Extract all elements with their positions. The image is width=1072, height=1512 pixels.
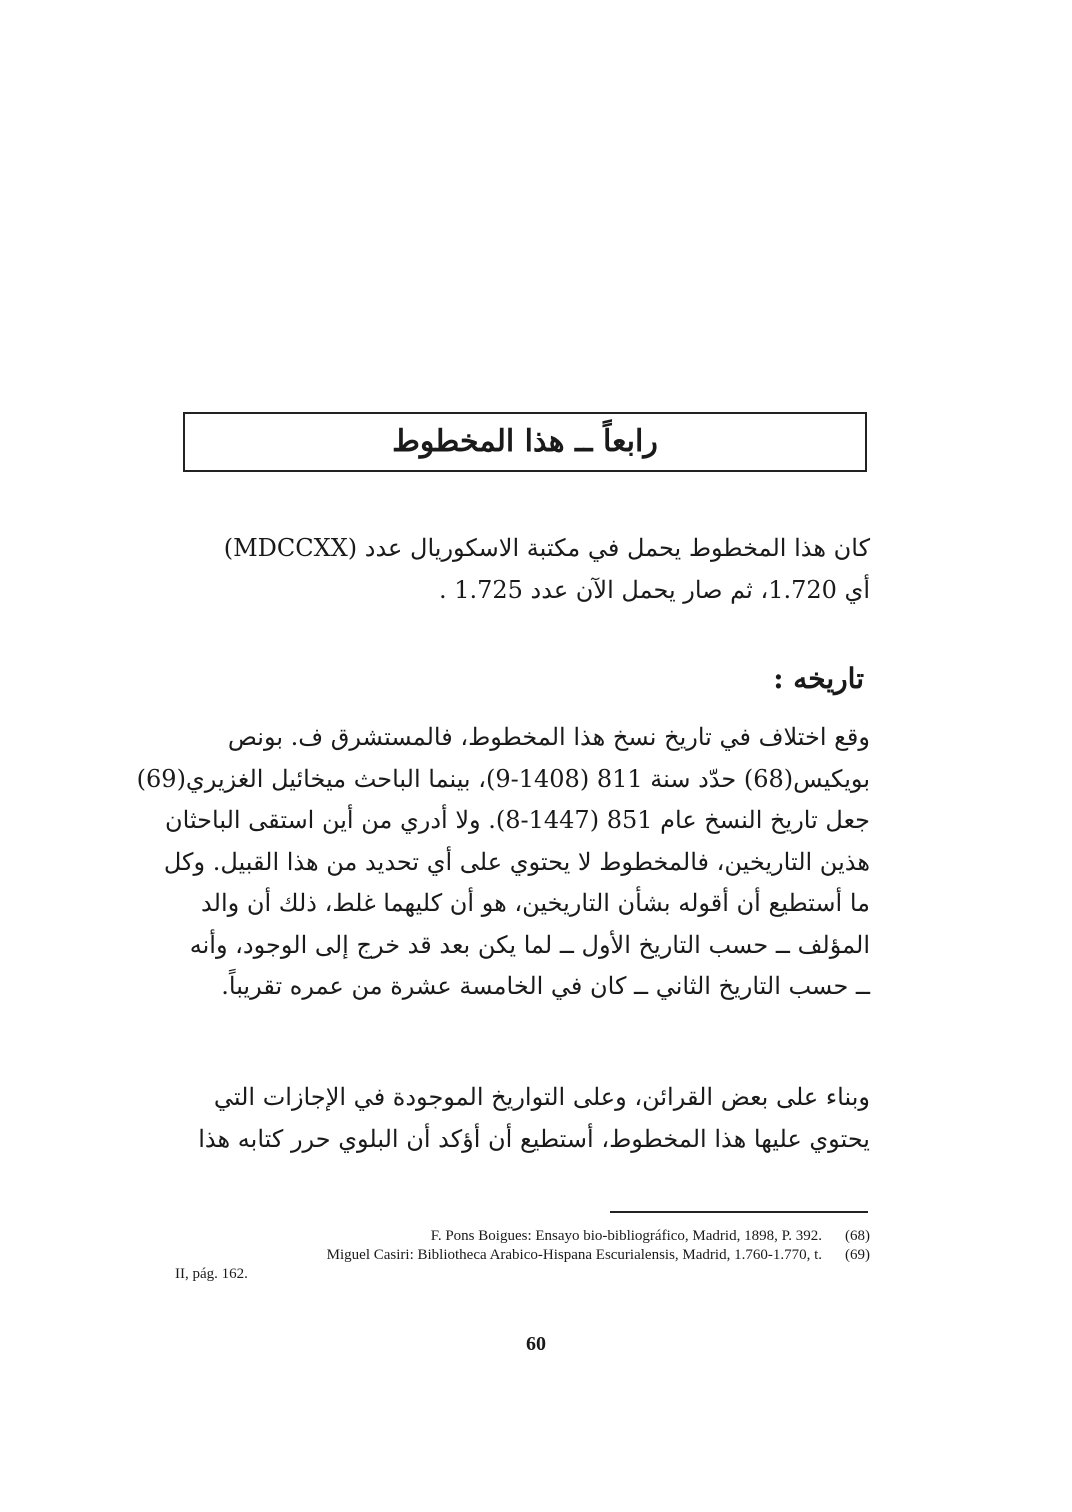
paragraph-line: ما أستطيع أن أقوله بشأن التاريخين، هو أن كليهما غلط، ذلك أن والد bbox=[201, 889, 870, 917]
footnote-text: Miguel Casiri: Bibliotheca Arabico-Hispana Escurialensis, Madrid, 1.760-1.770, t. bbox=[326, 1247, 822, 1263]
section-heading-box bbox=[183, 412, 867, 472]
paragraph-line: كان هذا المخطوط يحمل في مكتبة الاسكوريال عدد (MDCCXX) bbox=[223, 534, 870, 562]
footnotes bbox=[175, 1227, 870, 1284]
paragraph-line: يحتوي عليها هذا المخطوط، أستطيع أن أؤكد أن البلوي حرر كتابه هذا bbox=[198, 1124, 870, 1153]
footnote-68 bbox=[175, 1227, 870, 1246]
paragraph-line: المؤلف ــ حسب التاريخ الأول ــ لما يكن بعد قد خرج إلى الوجود، وأنه bbox=[189, 930, 870, 959]
subheading-history: تاريخه : bbox=[773, 662, 864, 695]
paragraph-manuscript-number bbox=[176, 528, 870, 611]
footnote-number: (68) bbox=[845, 1228, 870, 1244]
section-title: رابعاً ــ هذا المخطوط bbox=[392, 424, 658, 459]
paragraph-line: جعل تاريخ النسخ عام 851 (1447-8). ولا أدري من أين استقى الباحثان bbox=[165, 806, 870, 834]
footnote-divider bbox=[610, 1211, 868, 1213]
paragraph-line: ــ حسب التاريخ الثاني ــ كان في الخامسة عشرة من عمره تقريباً. bbox=[221, 972, 870, 1000]
paragraph-line: وبناء على بعض القرائن، وعلى التواريخ الموجودة في الإجازات التي bbox=[213, 1083, 870, 1111]
page-number: 60 bbox=[526, 1333, 546, 1355]
paragraph-line: أي 1.720، ثم صار يحمل الآن عدد 1.725 . bbox=[438, 575, 870, 604]
footnote-text: F. Pons Boigues: Ensayo bio-bibliográfico, Madrid, 1898, P. 392. bbox=[430, 1228, 822, 1244]
paragraph-evidence bbox=[176, 1077, 870, 1160]
paragraph-line: وقع اختلاف في تاريخ نسخ هذا المخطوط، فالمستشرق ف. بونص bbox=[227, 723, 870, 751]
footnote-continuation: II, pág. 162. bbox=[175, 1266, 248, 1282]
paragraph-dating bbox=[136, 717, 870, 1008]
paragraph-line: هذين التاريخين، فالمخطوط لا يحتوي على أي تحديد من هذا القبيل. وكل bbox=[163, 847, 870, 876]
paragraph-line: بويكيس(68) حدّد سنة 811 (1408-9)، بينما الباحث ميخائيل الغزيري(69) bbox=[136, 764, 870, 793]
footnote-number: (69) bbox=[845, 1247, 870, 1263]
footnote-69 bbox=[175, 1246, 870, 1265]
